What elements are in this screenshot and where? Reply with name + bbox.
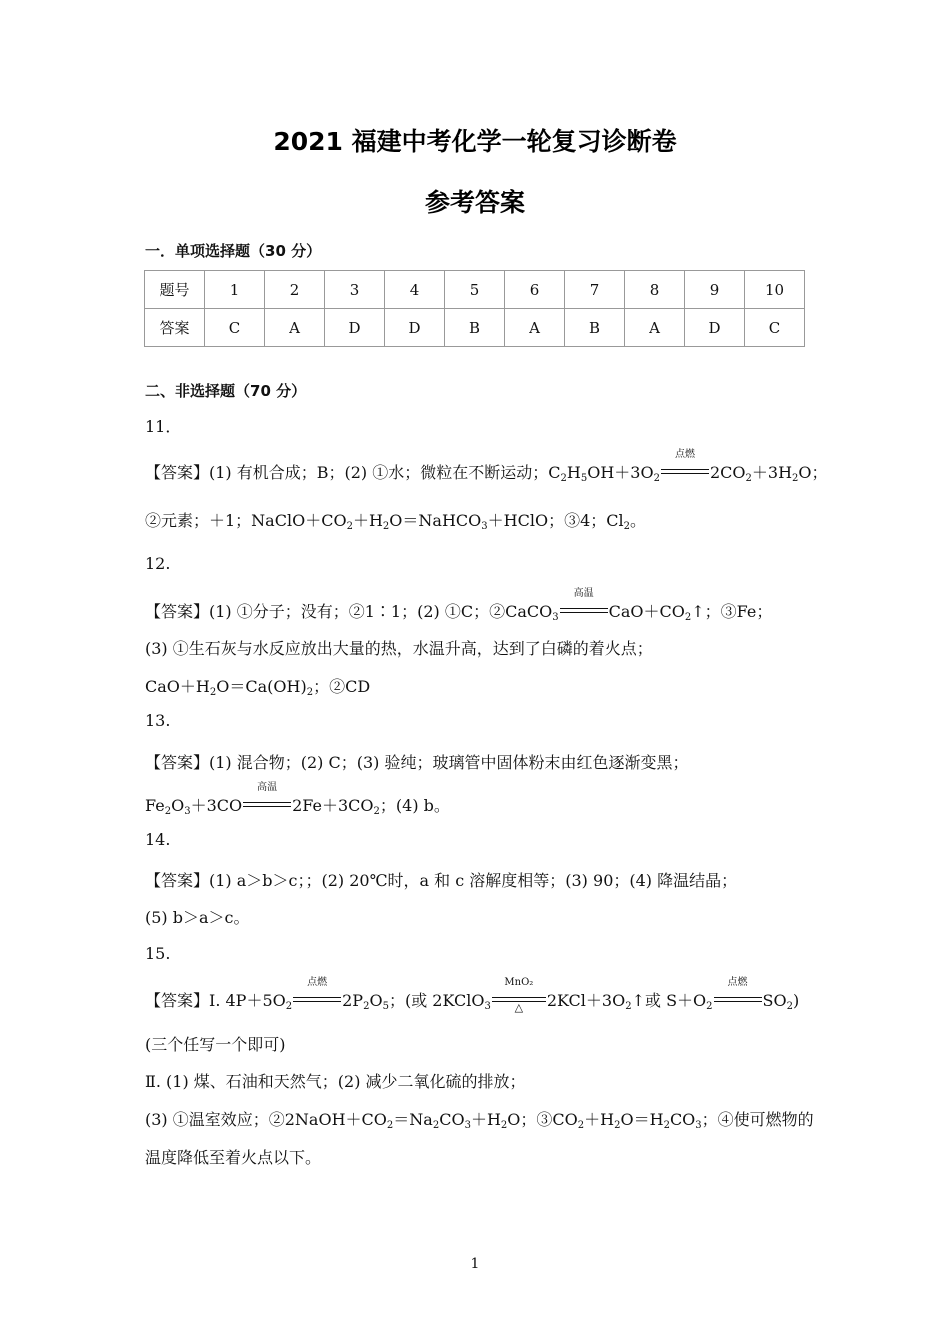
table-cell: 8 — [625, 271, 685, 309]
page-number: 1 — [470, 1256, 480, 1272]
answer-line: $Fe_2O_3+3CO$ 高温 $2Fe+3CO_2$；(4) b。 — [145, 782, 450, 817]
question-number: 13. — [145, 711, 171, 730]
table-cell: 3 — [325, 271, 385, 309]
question-number: 11． — [145, 417, 182, 436]
table-cell: A — [625, 309, 685, 347]
table-cell: 6 — [505, 271, 565, 309]
answer-line: ②元素；＋1；$NaClO+CO_2+H_2O=NaHCO_3+HClO$；③4；$Cl_2$。 — [145, 511, 647, 532]
section-heading-nonchoice: 二、非选择题（70 分） — [145, 382, 307, 400]
table-cell: 9 — [685, 271, 745, 309]
answer-table — [144, 270, 805, 347]
answer-line: $CaO+H_2O=Ca(OH)_2$；②CD — [145, 677, 371, 698]
answer-line: 【答案】(1) ①分子；没有；②1∶1；(2) ①C；②CaCO$_3$ 高温 $CaO+CO_2↑$；③Fe； — [145, 588, 773, 623]
reaction-condition: 高温 — [559, 601, 609, 617]
reaction-condition: 点燃 — [292, 990, 342, 1006]
table-cell: 题号 — [145, 271, 205, 309]
question-number: 14. — [145, 830, 171, 849]
answer-line: (三个任写一个即可) — [145, 1035, 286, 1054]
table-row — [145, 271, 805, 309]
table-cell: D — [385, 309, 445, 347]
document-title: 2021 福建中考化学一轮复习诊断卷 — [273, 127, 677, 156]
answer-line: 温度降低至着火点以下。 — [145, 1148, 322, 1167]
table-cell: 1 — [205, 271, 265, 309]
answer-line: (5) b＞a＞c。 — [145, 908, 250, 927]
answer-line: 【答案】(1) a＞b＞c；；(2) 20℃时，a 和 c 溶解度相等；(3) 90；(4) 降温结晶； — [145, 871, 738, 890]
table-cell: A — [505, 309, 565, 347]
table-cell: B — [565, 309, 625, 347]
answer-line: 【答案】(1) 混合物；(2) C；(3) 验纯；玻璃管中固体粉末由红色逐渐变黑； — [145, 753, 689, 772]
table-cell: 4 — [385, 271, 445, 309]
table-cell: B — [445, 309, 505, 347]
document-subtitle: 参考答案 — [424, 188, 525, 217]
question-number: 12. — [145, 554, 171, 573]
table-cell: 5 — [445, 271, 505, 309]
answer-line: (3) ①温室效应；$②2NaOH+CO_2=Na_2CO_3+H_2O$；$③CO_2+H_2O=H_2CO_3$；④使可燃物的 — [145, 1110, 814, 1131]
answer-line: Ⅱ. (1) 煤、石油和天然气；(2) 减少二氧化硫的排放； — [145, 1072, 526, 1091]
table-cell: C — [205, 309, 265, 347]
table-cell: 10 — [745, 271, 805, 309]
table-cell: 答案 — [145, 309, 205, 347]
question-number: 15. — [145, 944, 171, 963]
reaction-condition: MnO₂ △ — [491, 990, 547, 1006]
reaction-condition: 点燃 — [713, 990, 763, 1006]
table-row — [145, 309, 805, 347]
section-heading-choice: 一．单项选择题（30 分） — [145, 242, 322, 260]
answer-line: 【答案】I. $4P+5O_2$ 点燃 $2P_2O_5$；(或 2KClO$_3$ MnO₂ △ $2KCl+3O_2↑$或 $S+O_2$ 点燃 $SO_2$) — [145, 977, 800, 1014]
reaction-condition: 点燃 — [660, 462, 710, 478]
table-cell: D — [685, 309, 745, 347]
table-cell: 7 — [565, 271, 625, 309]
table-cell: 2 — [265, 271, 325, 309]
reaction-condition: 高温 — [242, 795, 292, 811]
table-cell: C — [745, 309, 805, 347]
table-cell: D — [325, 309, 385, 347]
answer-line: (3) ①生石灰与水反应放出大量的热，水温升高，达到了白磷的着火点； — [145, 639, 653, 658]
table-cell: A — [265, 309, 325, 347]
answer-line: 【答案】(1) 有机合成；B；(2) ①水；微粒在不断运动；$C_2H_5OH+3O_2$ 点燃 $2CO_2+3H_2O$； — [145, 449, 828, 484]
